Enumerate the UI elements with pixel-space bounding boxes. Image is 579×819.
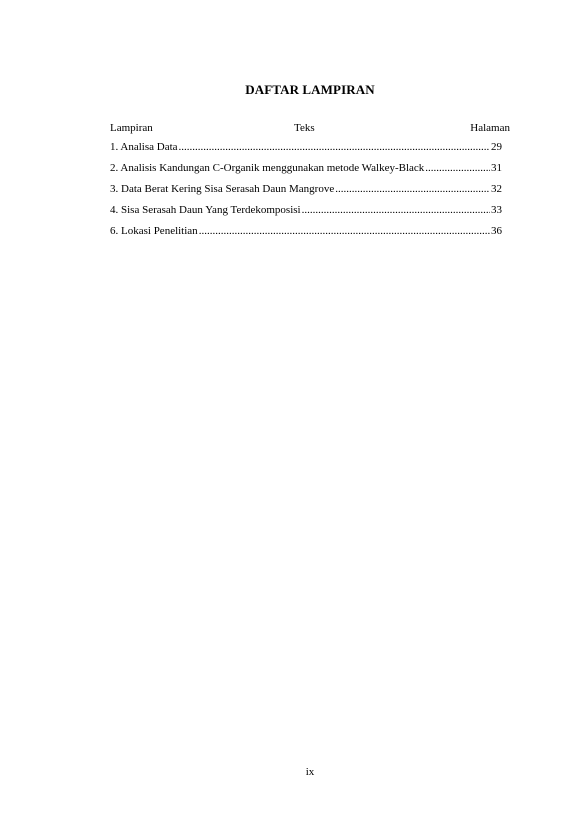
list-item[interactable] [110,140,502,161]
entry-page: 33 [491,204,502,216]
list-item[interactable] [110,224,502,245]
header-halaman: Halaman [470,122,510,134]
dot-leader [302,203,490,217]
entry-label: 4. Sisa Serasah Daun Yang Terdekomposisi [110,204,301,216]
entry-page: 29 [491,141,502,153]
header-teks: Teks [294,122,315,134]
page-number: ix [305,766,315,778]
table-header [110,122,510,136]
dot-leader [335,182,490,196]
entry-label: 6. Lokasi Penelitian [110,225,198,237]
page-title: DAFTAR LAMPIRAN [245,82,375,97]
entry-label: 2. Analisis Kandungan C-Organik menggunakan metode Walkey-Black [110,162,425,174]
entry-page: 36 [491,225,502,237]
entry-page: 31 [491,162,502,174]
list-item[interactable] [110,182,502,203]
entry-page: 32 [491,183,502,195]
entry-label: 1. Analisa Data [110,141,178,153]
dot-leader [179,140,490,154]
dot-leader [425,161,490,175]
appendix-list [110,140,502,245]
header-lampiran: Lampiran [110,122,153,134]
entry-label: 3. Data Berat Kering Sisa Serasah Daun Mangrove [110,183,335,195]
dot-leader [199,224,490,238]
list-item[interactable] [110,203,502,224]
list-item[interactable] [110,161,502,182]
